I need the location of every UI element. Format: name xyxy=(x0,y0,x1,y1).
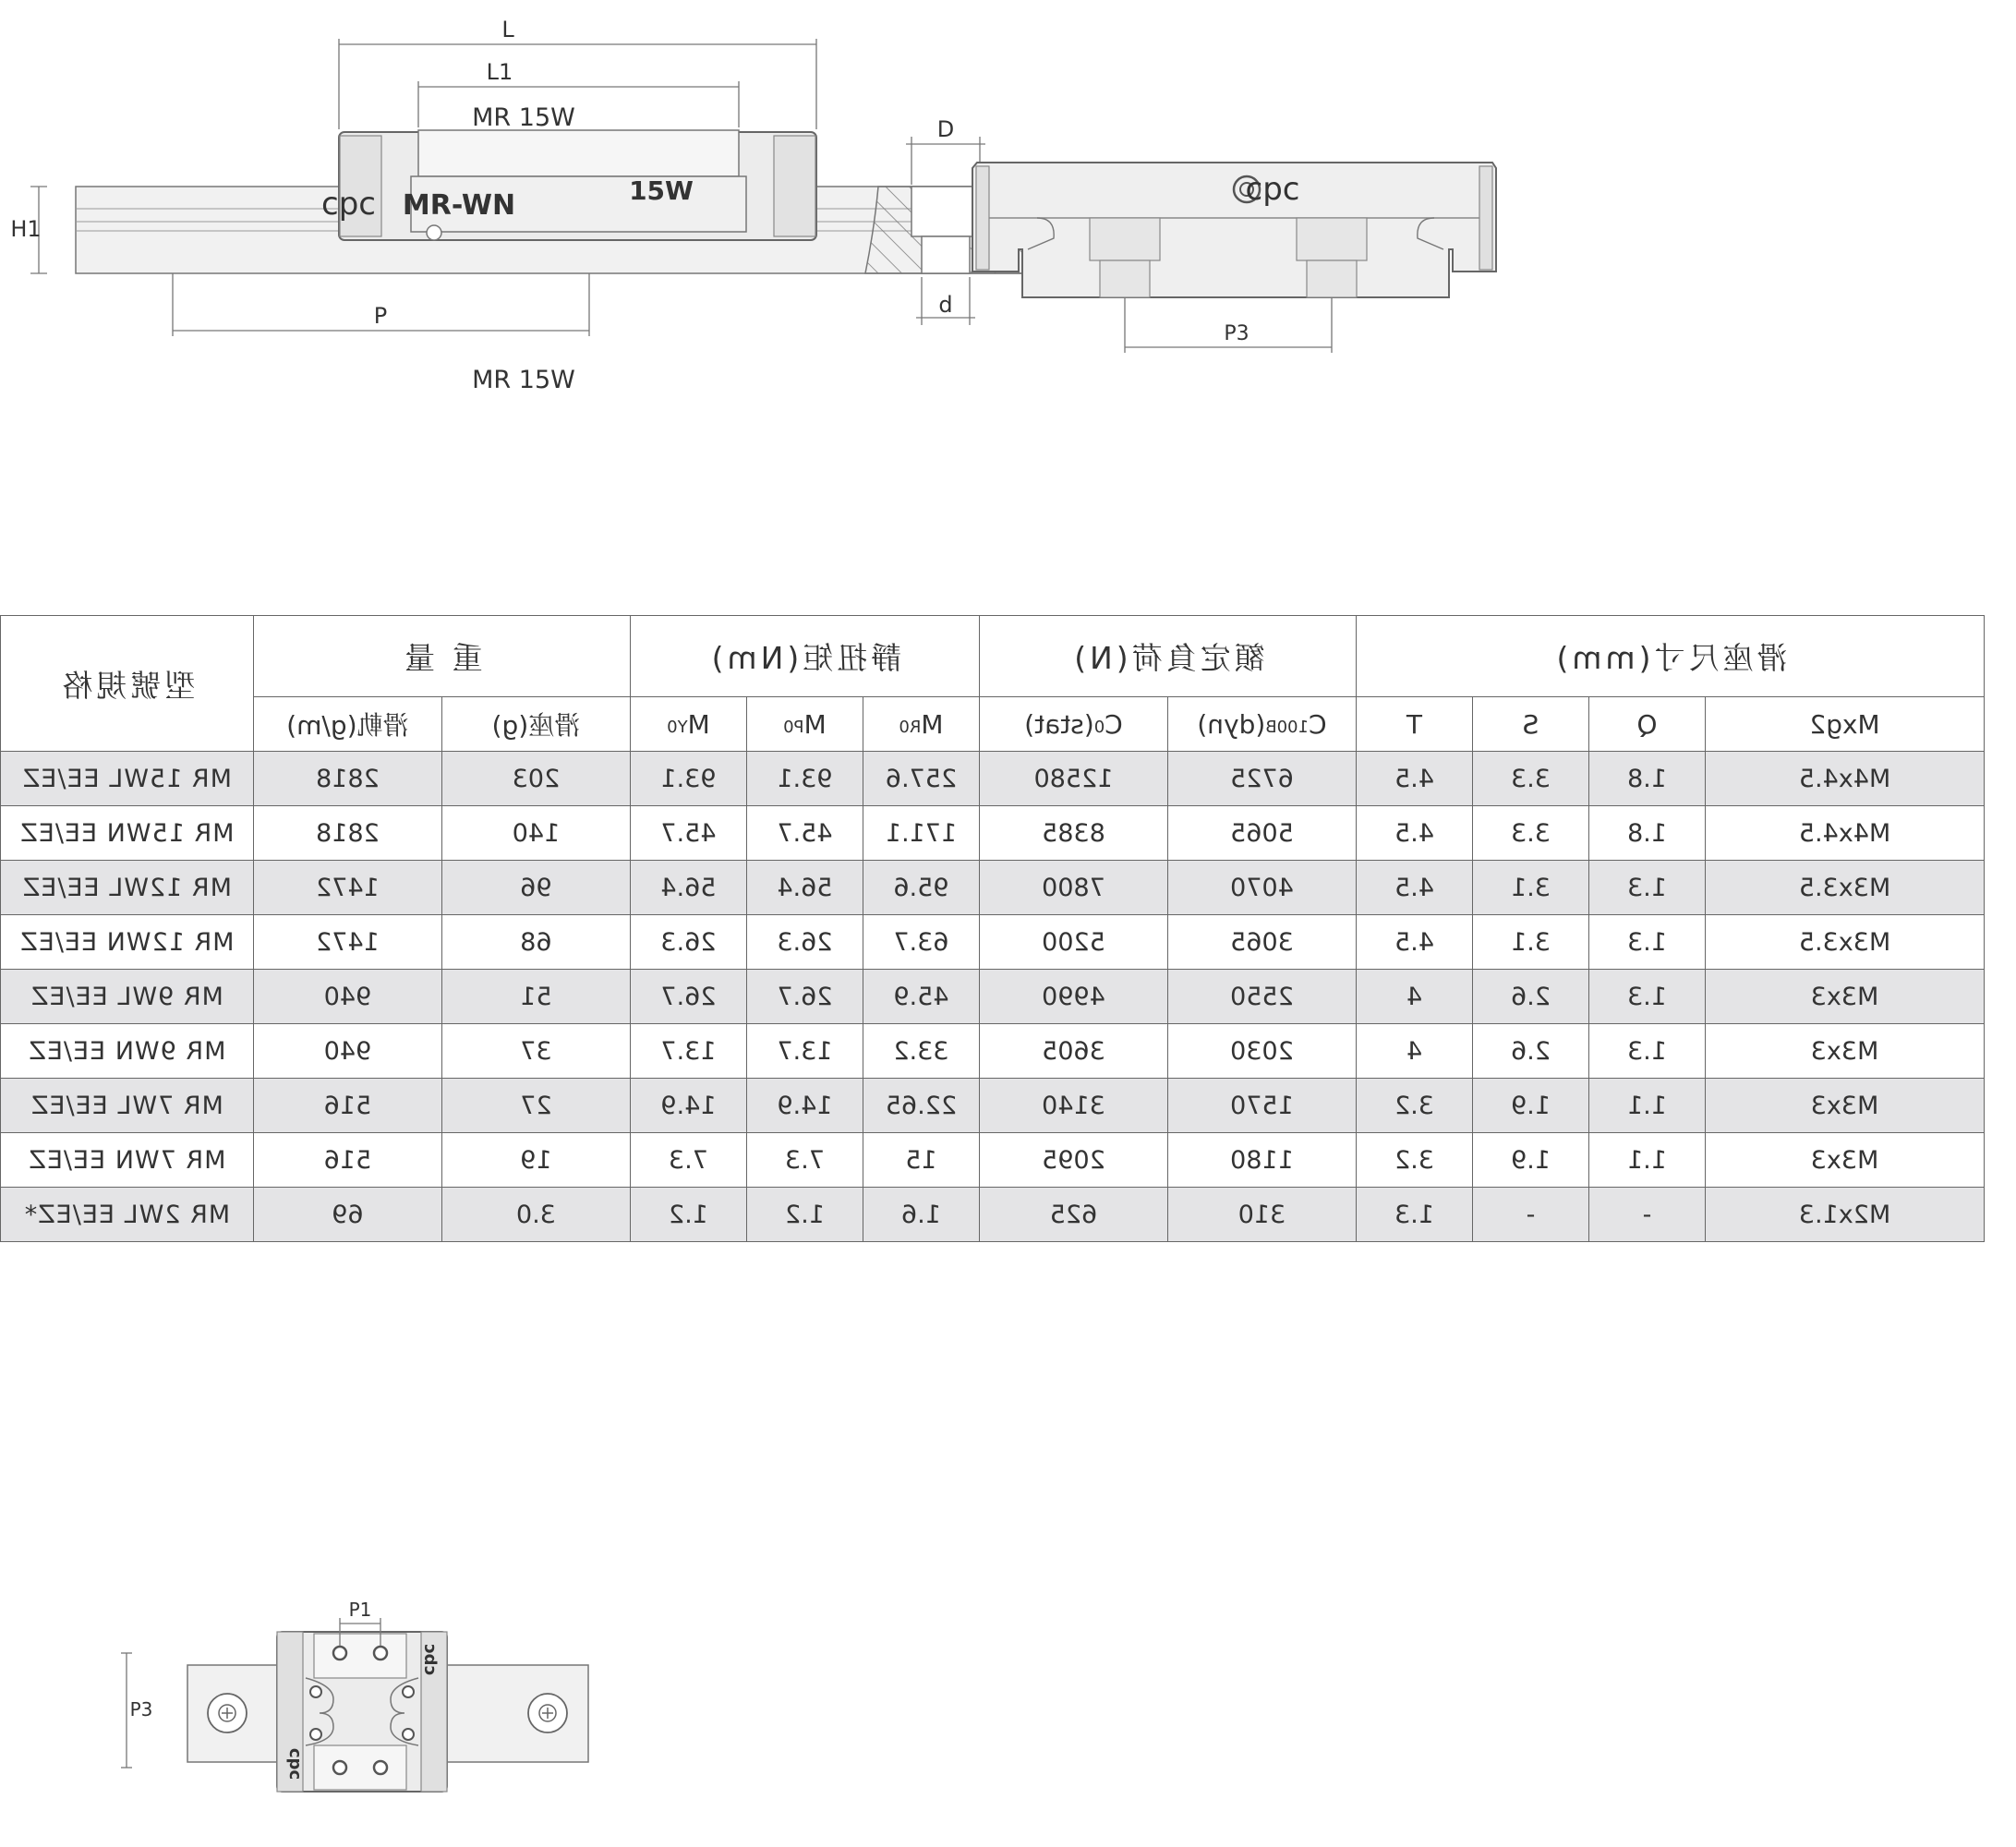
end-view-logo-15w: 15W xyxy=(629,175,694,206)
cell-my0: 93.1 xyxy=(630,752,746,806)
cell-c0: 625 xyxy=(979,1188,1167,1242)
table-row xyxy=(0,861,1984,915)
header-mxg2: Mxg2 xyxy=(1706,697,1985,752)
cell-weight-rail: 516 xyxy=(253,1079,441,1133)
cell-mxg2: M3x3 xyxy=(1706,970,1985,1024)
header-model: 型號規格 xyxy=(0,616,253,752)
cell-weight-block: 27 xyxy=(441,1079,630,1133)
cell-c0: 3605 xyxy=(979,1024,1167,1079)
cell-my0: 26.3 xyxy=(630,915,746,970)
header-torque: 靜扭矩(Nm) xyxy=(630,616,979,697)
cell-my0: 14.9 xyxy=(630,1079,746,1133)
end-view-logo-cpc: cpc xyxy=(1245,171,1300,208)
cell-weight-rail: 940 xyxy=(253,970,441,1024)
cell-q: 1.3 xyxy=(1589,970,1706,1024)
table-row xyxy=(0,1133,1984,1188)
cell-c0: 5200 xyxy=(979,915,1167,970)
cell-mxg2: M4x4.5 xyxy=(1706,752,1985,806)
table-row xyxy=(0,806,1984,861)
end-view-dim-P3: P3 xyxy=(1224,322,1249,345)
cell-weight-block: 19 xyxy=(441,1133,630,1188)
top-view-dim-P3: P3 xyxy=(129,1698,153,1720)
cell-mr0: 45.9 xyxy=(863,970,979,1024)
cell-q: 1.1 xyxy=(1589,1133,1706,1188)
cell-my0: 26.7 xyxy=(630,970,746,1024)
cell-s: 3.3 xyxy=(1473,806,1589,861)
cell-mp0: 45.7 xyxy=(746,806,863,861)
cell-mp0: 56.4 xyxy=(746,861,863,915)
dim-d: d xyxy=(938,292,953,318)
cell-my0: 1.2 xyxy=(630,1188,746,1242)
cell-q: - xyxy=(1589,1188,1706,1242)
header-q: Q xyxy=(1589,697,1706,752)
cell-s: 2.6 xyxy=(1473,1024,1589,1079)
cell-t: 4.5 xyxy=(1356,915,1472,970)
block-brand-text: cpc xyxy=(321,186,376,223)
cell-s: 3.1 xyxy=(1473,861,1589,915)
cell-weight-block: 68 xyxy=(441,915,630,970)
cell-mxg2: M3x3.5 xyxy=(1706,861,1985,915)
cell-weight-rail: 69 xyxy=(253,1188,441,1242)
cell-q: 1.3 xyxy=(1589,861,1706,915)
cell-s: 1.9 xyxy=(1473,1133,1589,1188)
cell-model: MR 12WL EE/EZ xyxy=(0,861,253,915)
cell-model: MR 12WN EE/EZ xyxy=(0,915,253,970)
cell-mr0: 22.65 xyxy=(863,1079,979,1133)
cell-t: 4 xyxy=(1356,970,1472,1024)
cell-mr0: 33.2 xyxy=(863,1024,979,1079)
header-weight-block: 滑座(g) xyxy=(441,697,630,752)
header-s: S xyxy=(1473,697,1589,752)
specification-table xyxy=(0,615,1985,1242)
cell-weight-rail: 1472 xyxy=(253,915,441,970)
dim-H1: H1 xyxy=(10,216,42,242)
cell-model: MR 2WL EE/EZ* xyxy=(0,1188,253,1242)
cell-my0: 45.7 xyxy=(630,806,746,861)
header-t: T xyxy=(1356,697,1472,752)
table-row xyxy=(0,1188,1984,1242)
cell-c0: 4990 xyxy=(979,970,1167,1024)
cell-t: 3.2 xyxy=(1356,1079,1472,1133)
table-row xyxy=(0,1024,1984,1079)
table-row xyxy=(0,752,1984,806)
cell-mp0: 93.1 xyxy=(746,752,863,806)
cell-c100b: 310 xyxy=(1167,1188,1356,1242)
cell-mr0: 15 xyxy=(863,1133,979,1188)
header-mp0: $M_{P0}$ xyxy=(746,697,863,752)
header-block-dims: 滑座尺寸(mm) xyxy=(1356,616,1984,697)
cell-model: MR 15WN EE/EZ xyxy=(0,806,253,861)
cell-mp0: 1.2 xyxy=(746,1188,863,1242)
cell-mxg2: M3x3 xyxy=(1706,1024,1985,1079)
cell-t: 3.2 xyxy=(1356,1133,1472,1188)
end-view-title-bottom: MR 15W xyxy=(472,366,575,394)
cell-t: 4.5 xyxy=(1356,806,1472,861)
top-view-dim-P1: P1 xyxy=(348,1599,372,1621)
cell-model: MR 15WL EE/EZ xyxy=(0,752,253,806)
cell-model: MR 7WN EE/EZ xyxy=(0,1133,253,1188)
dim-D: D xyxy=(936,116,955,142)
header-my0: $M_{Y0}$ xyxy=(630,697,746,752)
cell-s: 1.9 xyxy=(1473,1079,1589,1133)
end-view-drawing xyxy=(0,0,2016,394)
dim-P: P xyxy=(373,303,388,329)
cell-mxg2: M2x1.3 xyxy=(1706,1188,1985,1242)
top-view-logo-lower: cpc xyxy=(285,1747,305,1781)
cell-q: 1.1 xyxy=(1589,1079,1706,1133)
table-row xyxy=(0,970,1984,1024)
top-view-logo-upper: cpc xyxy=(419,1643,439,1676)
cell-mp0: 7.3 xyxy=(746,1133,863,1188)
cell-c100b: 2550 xyxy=(1167,970,1356,1024)
cell-my0: 7.3 xyxy=(630,1133,746,1188)
cell-c0: 7800 xyxy=(979,861,1167,915)
table-row xyxy=(0,1079,1984,1133)
cell-c100b: 5065 xyxy=(1167,806,1356,861)
cell-model: MR 9WL EE/EZ xyxy=(0,970,253,1024)
header-mr0: $M_{R0}$ xyxy=(863,697,979,752)
cell-weight-block: 203 xyxy=(441,752,630,806)
cell-mr0: 63.7 xyxy=(863,915,979,970)
cell-model: MR 7WL EE/EZ xyxy=(0,1079,253,1133)
header-load: 額定負荷(N) xyxy=(979,616,1356,697)
cell-mp0: 13.7 xyxy=(746,1024,863,1079)
cell-weight-block: 51 xyxy=(441,970,630,1024)
cell-c100b: 1570 xyxy=(1167,1079,1356,1133)
cell-q: 1.3 xyxy=(1589,915,1706,970)
cell-c100b: 3065 xyxy=(1167,915,1356,970)
cell-mxg2: M3x3 xyxy=(1706,1079,1985,1133)
cell-s: 2.6 xyxy=(1473,970,1589,1024)
cell-s: - xyxy=(1473,1188,1589,1242)
cell-c0: 8385 xyxy=(979,806,1167,861)
cell-q: 1.8 xyxy=(1589,806,1706,861)
cell-c100b: 6725 xyxy=(1167,752,1356,806)
cell-weight-block: 140 xyxy=(441,806,630,861)
top-view-drawing xyxy=(0,1570,2016,1847)
header-weight-rail: 滑軌(g/m) xyxy=(253,697,441,752)
cell-c0: 2095 xyxy=(979,1133,1167,1188)
cell-weight-rail: 2818 xyxy=(253,806,441,861)
cell-mr0: 171.1 xyxy=(863,806,979,861)
cell-model: MR 9WN EE/EZ xyxy=(0,1024,253,1079)
cell-weight-rail: 516 xyxy=(253,1133,441,1188)
cell-weight-rail: 2818 xyxy=(253,752,441,806)
end-view-title-top: MR 15W xyxy=(472,103,575,132)
cell-t: 4.5 xyxy=(1356,861,1472,915)
cell-q: 1.3 xyxy=(1589,1024,1706,1079)
cell-c100b: 4070 xyxy=(1167,861,1356,915)
cell-q: 1.8 xyxy=(1589,752,1706,806)
header-c0: $C_0(stat)$ xyxy=(979,697,1167,752)
cell-s: 3.1 xyxy=(1473,915,1589,970)
cell-c0: 12580 xyxy=(979,752,1167,806)
cell-mp0: 14.9 xyxy=(746,1079,863,1133)
cell-weight-block: 96 xyxy=(441,861,630,915)
cell-mxg2: M4x4.5 xyxy=(1706,806,1985,861)
cell-weight-block: 37 xyxy=(441,1024,630,1079)
cell-my0: 13.7 xyxy=(630,1024,746,1079)
header-weight: 重 量 xyxy=(253,616,630,697)
table-row xyxy=(0,915,1984,970)
cell-mxg2: M3x3 xyxy=(1706,1133,1985,1188)
cell-my0: 56.4 xyxy=(630,861,746,915)
cell-c0: 3140 xyxy=(979,1079,1167,1133)
cell-mr0: 95.6 xyxy=(863,861,979,915)
header-c100b: $C_{100B}(dyn)$ xyxy=(1167,697,1356,752)
cell-weight-block: 3.0 xyxy=(441,1188,630,1242)
cell-t: 4 xyxy=(1356,1024,1472,1079)
cell-mr0: 257.6 xyxy=(863,752,979,806)
cell-mp0: 26.7 xyxy=(746,970,863,1024)
cell-c100b: 2030 xyxy=(1167,1024,1356,1079)
table-body xyxy=(0,752,1984,1242)
cell-mxg2: M3x3.5 xyxy=(1706,915,1985,970)
cell-t: 4.5 xyxy=(1356,752,1472,806)
block-model-text: MR-WN xyxy=(402,189,516,222)
cell-weight-rail: 940 xyxy=(253,1024,441,1079)
cell-weight-rail: 1472 xyxy=(253,861,441,915)
cell-mr0: 1.6 xyxy=(863,1188,979,1242)
cell-c100b: 1180 xyxy=(1167,1133,1356,1188)
cell-mp0: 26.3 xyxy=(746,915,863,970)
cell-t: 1.3 xyxy=(1356,1188,1472,1242)
cell-s: 3.3 xyxy=(1473,752,1589,806)
dim-L: L xyxy=(501,17,514,42)
dim-L1: L1 xyxy=(486,59,513,85)
